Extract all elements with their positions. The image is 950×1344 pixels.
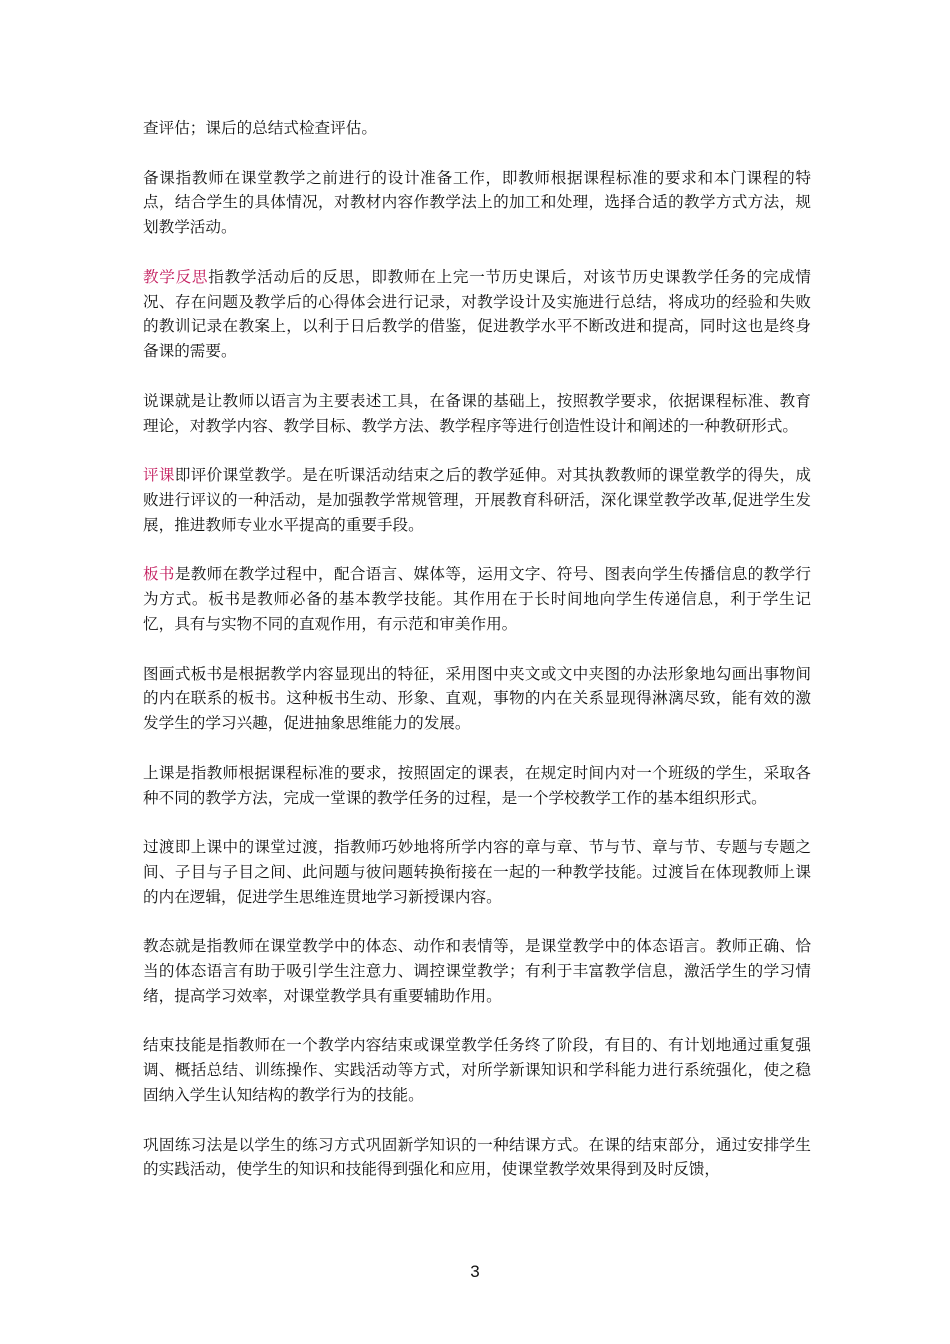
paragraph-text: 结束技能是指教师在一个教学内容结束或课堂教学任务终了阶段，有目的、有计划地通过重复强调、概括总结、训练操作、实践活动等方式，对所学新课知识和学科能力进行系统强化，使之稳固纳入学生认知结构的教学行为的技能。 <box>143 1036 811 1105</box>
paragraph-text: 指教学活动后的反思，即教师在上完一节历史课后，对该节历史课教学任务的完成情况、存在问题及教学后的心得体会进行记录，对教学设计及实施进行总结，将成功的经验和失败的教训记录在教案上，以利于日后教学的借鉴，促进教学水平不断改进和提高，同时这也是终身备课的需要。 <box>143 267 811 361</box>
paragraph-lesson-preparation <box>143 166 811 240</box>
paragraph-text: 过渡即上课中的课堂过渡，指教师巧妙地将所学内容的章与章、节与节、章与节、专题与专题之间、子目与子目之间、此问题与彼问题转换衔接在一起的一种教学技能。过渡旨在体现教师上课的内在逻辑，促进学生思维连贯地学习新授课内容。 <box>143 838 811 906</box>
paragraph-blackboard-writing <box>143 562 811 636</box>
paragraph-class-teaching <box>143 761 811 811</box>
paragraph-text: 巩固练习法是以学生的练习方式巩固新学知识的一种结课方式。在课的结束部分，通过安排学生的实践活动，使学生的知识和技能得到强化和应用，使课堂教学效果得到及时反馈， <box>143 1135 811 1179</box>
paragraph-text: 是教师在教学过程中，配合语言、媒体等，运用文字、符号、图表向学生传播信息的教学行为方式。板书是教师必备的基本教学技能。其作用在于长时间地向学生传递信息，利于学生记忆，具有与实物不同的直观作用，有示范和审美作用。 <box>143 565 811 633</box>
term-highlight: 评课 <box>143 466 175 485</box>
paragraph-pictorial-blackboard <box>143 662 811 736</box>
term-highlight: 板书 <box>143 565 175 584</box>
paragraph-text: 查评估；课后的总结式检查评估。 <box>143 119 377 137</box>
paragraph-text: 教态就是指教师在课堂教学中的体态、动作和表情等，是课堂教学中的体态语言。教师正确、恰当的体态语言有助于吸引学生注意力、调控课堂教学；有利于丰富教学信息，激活学生的学习情绪，提高学习效率，对课堂教学具有重要辅助作用。 <box>143 937 811 1005</box>
document-body <box>143 116 811 1207</box>
paragraph-text: 即评价课堂教学。是在听课活动结束之后的教学延伸。对其执教教师的课堂教学的得失，成败进行评议的一种活动，是加强教学常规管理，开展教育科研活，深化课堂教学改革,促进学生发展，推进教师专业水平提高的重要手段。 <box>143 466 811 534</box>
paragraph-text: 上课是指教师根据课程标准的要求，按照固定的课表，在规定时间内对一个班级的学生，采取各种不同的教学方法，完成一堂课的教学任务的过程，是一个学校教学工作的基本组织形式。 <box>143 763 811 807</box>
paragraph-teaching-demeanor <box>143 934 811 1008</box>
paragraph-assessment-continued <box>143 116 811 141</box>
paragraph-teaching-reflection <box>143 265 811 364</box>
term-highlight: 教学反思 <box>143 267 209 286</box>
paragraph-lesson-talk <box>143 389 811 439</box>
paragraph-text: 备课指教师在课堂教学之前进行的设计准备工作，即教师根据课程标准的要求和本门课程的特点，结合学生的具体情况，对教材内容作教学法上的加工和处理，选择合适的教学方式方法，规划教学活动。 <box>143 168 811 237</box>
paragraph-consolidation-practice <box>143 1133 811 1183</box>
paragraph-text: 说课就是让教师以语言为主要表述工具，在备课的基础上，按照教学要求，依据课程标准、教育理论，对教学内容、教学目标、教学方法、教学程序等进行创造性设计和阐述的一种教研形式。 <box>143 391 811 435</box>
paragraph-text: 图画式板书是根据教学内容显现出的特征，采用图中夹文或文中夹图的办法形象地勾画出事物间的内在联系的板书。这种板书生动、形象、直观，事物的内在关系显现得淋漓尽致，能有效的激发学生的学习兴趣，促进抽象思维能力的发展。 <box>143 664 811 733</box>
paragraph-lesson-evaluation <box>143 463 811 537</box>
paragraph-closing-skill <box>143 1033 811 1107</box>
page-number: 3 <box>470 1262 480 1281</box>
paragraph-transition <box>143 835 811 909</box>
